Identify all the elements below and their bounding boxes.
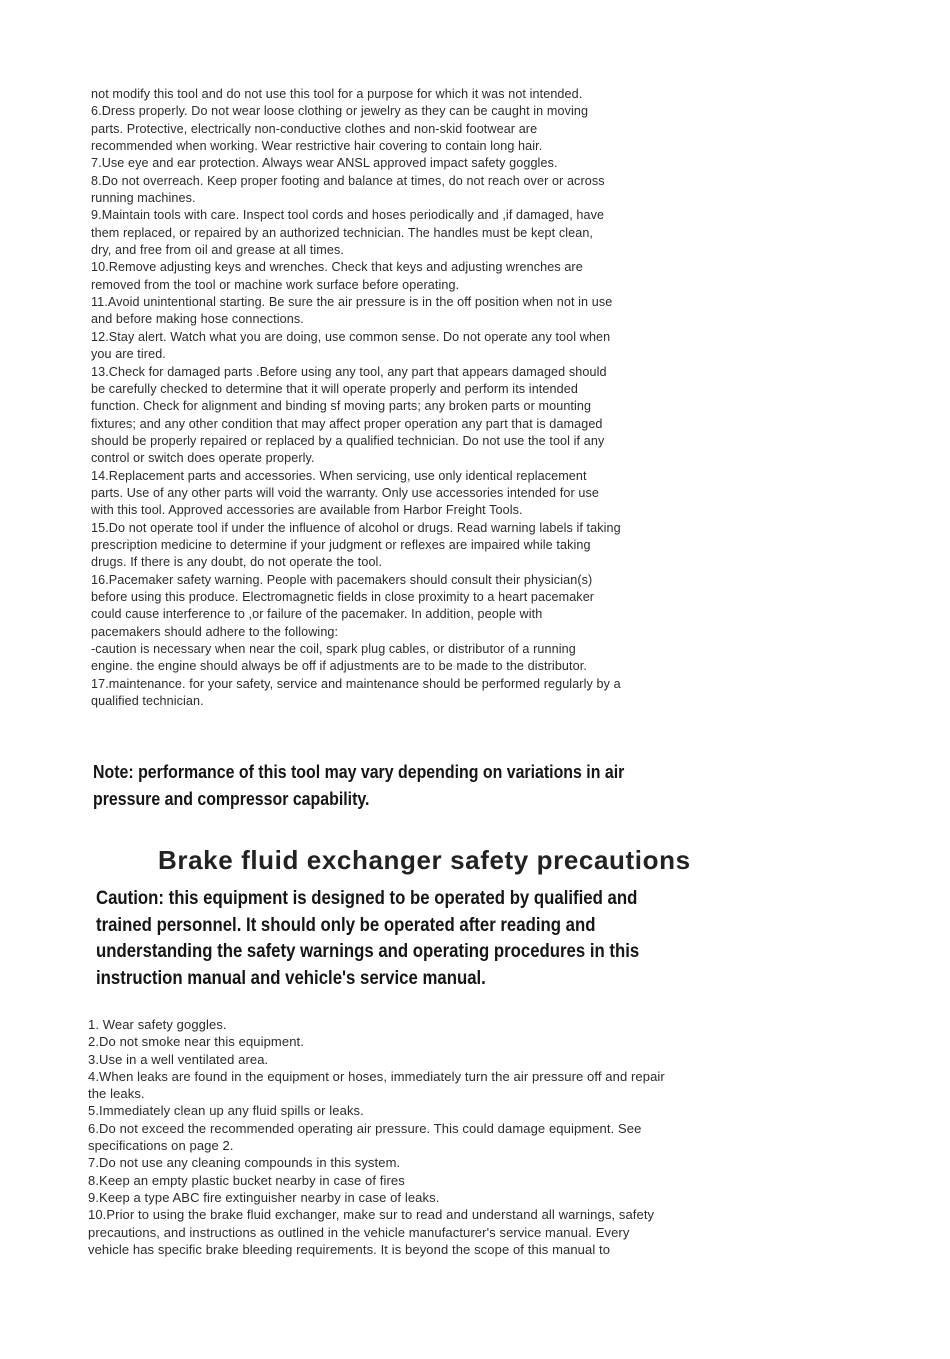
text-line: with this tool. Approved accessories are available from Harbor Freight Tools.: [91, 503, 523, 518]
text-line: qualified technician.: [91, 694, 204, 709]
general-safety-rules-text: [91, 86, 621, 710]
list-line: 3.Use in a well ventilated area.: [88, 1051, 269, 1067]
text-line: you are tired.: [91, 347, 166, 362]
text-line: 17.maintenance. for your safety, service and maintenance should be performed regularly by a: [91, 676, 621, 691]
text-line: not modify this tool and do not use this tool for a purpose for which it was not intended.: [91, 87, 583, 101]
list-line: 7.Do not use any cleaning compounds in this system.: [88, 1155, 401, 1171]
text-line: fixtures; and any other condition that may affect proper operation any part that is damaged: [91, 416, 603, 431]
text-line: running machines.: [91, 191, 196, 206]
text-line: engine. the engine should always be off if adjustments are to be made to the distributor.: [91, 659, 587, 674]
note-line: pressure and compressor capability.: [93, 788, 370, 809]
text-line: dry, and free from oil and grease at all times.: [91, 243, 344, 258]
text-line: parts. Use of any other parts will void the warranty. Only use accessories intended for use: [91, 485, 599, 500]
text-line: 13.Check for damaged parts .Before using any tool, any part that appears damaged should: [91, 364, 607, 379]
list-line: 5.Immediately clean up any fluid spills or leaks.: [88, 1103, 364, 1119]
caution-line: Caution: this equipment is designed to be operated by qualified and: [96, 887, 638, 909]
text-line: 6.Dress properly. Do not wear loose clothing or jewelry as they can be caught in moving: [91, 104, 589, 119]
list-line: the leaks.: [88, 1086, 145, 1102]
list-line: 10.Prior to using the brake fluid exchanger, make sur to read and understand all warnings, safety: [88, 1207, 655, 1223]
list-line: vehicle has specific brake bleeding requirements. It is beyond the scope of this manual to: [88, 1241, 611, 1257]
text-line: should be properly repaired or replaced by a qualified technician. Do not use the tool if any: [91, 433, 605, 448]
text-line: 9.Maintain tools with care. Inspect tool cords and hoses periodically and ,if damaged, have: [91, 208, 605, 223]
text-line: 16.Pacemaker safety warning. People with pacemakers should consult their physician(s): [91, 572, 593, 587]
caution-line: understanding the safety warnings and operating procedures in this: [96, 940, 640, 962]
text-line: 11.Avoid unintentional starting. Be sure the air pressure is in the off position when not in use: [91, 295, 613, 310]
text-line: drugs. If there is any doubt, do not operate the tool.: [91, 555, 383, 570]
list-line: 6.Do not exceed the recommended operating air pressure. This could damage equipment. See: [88, 1120, 642, 1136]
text-line: them replaced, or repaired by an authorized technician. The handles must be kept clean,: [91, 225, 594, 240]
text-line: -caution is necessary when near the coil, spark plug cables, or distributor of a running: [91, 642, 576, 656]
text-line: 8.Do not overreach. Keep proper footing and balance at times, do not reach over or across: [91, 173, 605, 188]
brake-fluid-precautions-list: [88, 1016, 665, 1258]
list-line: 4.When leaks are found in the equipment or hoses, immediately turn the air pressure off and repair: [88, 1068, 665, 1084]
list-line: 2.Do not smoke near this equipment.: [88, 1034, 304, 1050]
text-line: 14.Replacement parts and accessories. When servicing, use only identical replacement: [91, 468, 587, 483]
note-line: Note: performance of this tool may vary depending on variations in air: [93, 761, 625, 782]
text-line: could cause interference to ,or failure of the pacemaker. In addition, people with: [91, 607, 543, 622]
text-line: control or switch does operate properly.: [91, 451, 315, 466]
text-line: 7.Use eye and ear protection. Always wear ANSL approved impact safety goggles.: [91, 156, 558, 171]
caution-line: instruction manual and vehicle's service manual.: [96, 966, 486, 989]
list-line: 9.Keep a type ABC fire extinguisher nearby in case of leaks.: [88, 1189, 440, 1205]
text-line: removed from the tool or machine work surface before operating.: [91, 277, 460, 292]
list-line: specifications on page 2.: [88, 1138, 234, 1154]
text-line: 12.Stay alert. Watch what you are doing, use common sense. Do not operate any tool when: [91, 329, 611, 344]
list-line: 8.Keep an empty plastic bucket nearby in case of fires: [88, 1172, 405, 1188]
caution-line: trained personnel. It should only be operated after reading and: [96, 913, 596, 936]
text-line: be carefully checked to determine that it will operate properly and perform its intended: [91, 381, 578, 396]
text-line: and before making hose connections.: [91, 312, 304, 327]
text-line: parts. Protective, electrically non-conductive clothes and non-skid footwear are: [91, 121, 538, 136]
list-line: precautions, and instructions as outlined in the vehicle manufacturer's service manual. Every: [88, 1224, 630, 1240]
performance-note: [93, 758, 624, 812]
text-line: 10.Remove adjusting keys and wrenches. Check that keys and adjusting wrenches are: [91, 260, 583, 275]
text-line: recommended when working. Wear restrictive hair covering to contain long hair.: [91, 139, 543, 154]
text-line: before using this produce. Electromagnetic fields in close proximity to a heart pacemaker: [91, 589, 595, 604]
text-line: function. Check for alignment and binding sf moving parts; any broken parts or mounting: [91, 399, 592, 414]
text-line: prescription medicine to determine if your judgment or reflexes are impaired while taking: [91, 537, 591, 552]
section-title: Brake fluid exchanger safety precautions: [158, 845, 691, 875]
text-line: 15.Do not operate tool if under the influence of alcohol or drugs. Read warning labels if taking: [91, 520, 621, 535]
list-line: 1. Wear safety goggles.: [88, 1017, 227, 1032]
text-line: pacemakers should adhere to the following:: [91, 624, 339, 639]
caution-notice: [96, 885, 639, 991]
